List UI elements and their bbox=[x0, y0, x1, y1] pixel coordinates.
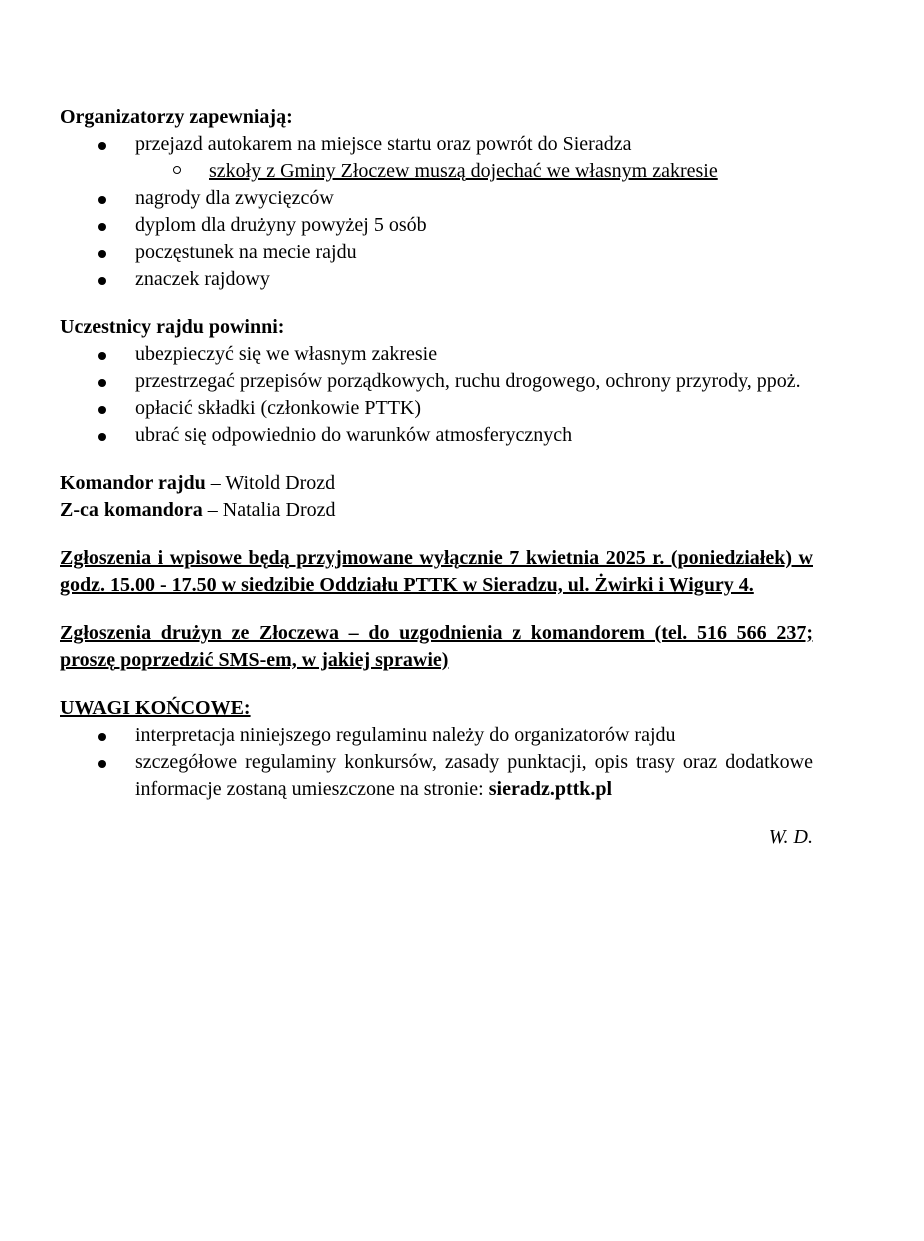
sub-list-item-text: szkoły z Gminy Złoczew muszą dojechać we własnym zakresie bbox=[209, 160, 718, 182]
spacer bbox=[60, 524, 813, 545]
commander-name: – Witold Drozd bbox=[205, 472, 336, 494]
list-item-text: szczegółowe regulaminy konkursów, zasady punktacji, opis trasy oraz dodatkowe informacje zostaną umieszczone na stronie: bbox=[135, 751, 813, 800]
bullet-icon bbox=[98, 379, 106, 387]
participants-heading: Uczestnicy rajdu powinni: bbox=[60, 316, 285, 338]
bullet-icon bbox=[98, 223, 106, 231]
list-item-text: przestrzegać przepisów porządkowych, ruchu drogowego, ochrony przyrody, ppoż. bbox=[135, 370, 801, 392]
final-remarks-list bbox=[60, 722, 813, 803]
bullet-icon bbox=[98, 406, 106, 414]
website-link[interactable]: sieradz.pttk.pl bbox=[488, 778, 613, 800]
list-item bbox=[60, 212, 813, 239]
list-item bbox=[60, 131, 813, 158]
organizers-heading: Organizatorzy zapewniają: bbox=[60, 106, 293, 128]
list-item-text: poczęstunek na mecie rajdu bbox=[135, 241, 357, 263]
final-remarks-heading: UWAGI KOŃCOWE: bbox=[60, 697, 251, 719]
bullet-icon bbox=[98, 196, 106, 204]
list-item-text: znaczek rajdowy bbox=[135, 268, 270, 290]
document-content bbox=[60, 104, 813, 851]
deputy-line bbox=[60, 497, 813, 524]
team-registration-notice: Zgłoszenia drużyn ze Złoczewa – do uzgodnienia z komandorem (tel. 516 566 237; proszę poprzedzić SMS-em, w jakiej sprawie) bbox=[60, 622, 813, 671]
bullet-icon bbox=[98, 352, 106, 360]
bullet-icon bbox=[98, 433, 106, 441]
list-item-text: interpretacja niniejszego regulaminu należy do organizatorów rajdu bbox=[135, 724, 676, 746]
list-item-text: przejazd autokarem na miejsce startu oraz powrót do Sieradza bbox=[135, 133, 632, 155]
registration-notice: Zgłoszenia i wpisowe będą przyjmowane wyłącznie 7 kwietnia 2025 r. (poniedziałek) w godz. 15.00 - 17.50 w siedzibie Oddziału PTTK w Sieradzu, ul. Żwirki i Wigury 4. bbox=[60, 547, 813, 596]
spacer bbox=[60, 293, 813, 314]
list-item-text: ubrać się odpowiednio do warunków atmosferycznych bbox=[135, 424, 573, 446]
spacer bbox=[60, 674, 813, 695]
list-item bbox=[60, 395, 813, 422]
organizers-list bbox=[60, 131, 813, 293]
signature: W. D. bbox=[768, 826, 813, 848]
bullet-icon bbox=[98, 733, 106, 741]
list-item bbox=[60, 722, 813, 749]
list-item-text: nagrody dla zwycięzców bbox=[135, 187, 334, 209]
bullet-icon bbox=[98, 142, 106, 150]
bullet-icon bbox=[98, 250, 106, 258]
deputy-label: Z-ca komandora bbox=[60, 499, 203, 521]
commander-label: Komandor rajdu bbox=[60, 472, 206, 494]
deputy-name: – Natalia Drozd bbox=[202, 499, 336, 521]
list-item-text: ubezpieczyć się we własnym zakresie bbox=[135, 343, 438, 365]
list-item bbox=[60, 185, 813, 212]
participants-list bbox=[60, 341, 813, 449]
commander-line bbox=[60, 470, 813, 497]
sub-list bbox=[60, 158, 813, 185]
bullet-icon bbox=[98, 277, 106, 285]
list-item bbox=[60, 341, 813, 368]
list-item bbox=[60, 422, 813, 449]
spacer bbox=[60, 599, 813, 620]
list-item bbox=[60, 266, 813, 293]
list-item bbox=[60, 368, 813, 395]
list-item bbox=[60, 158, 813, 185]
bullet-icon bbox=[98, 760, 106, 768]
spacer bbox=[60, 803, 813, 824]
list-item-text: opłacić składki (członkowie PTTK) bbox=[135, 397, 422, 419]
spacer bbox=[60, 449, 813, 470]
list-item-text: dyplom dla drużyny powyżej 5 osób bbox=[135, 214, 427, 236]
sub-list-item bbox=[60, 158, 813, 185]
circle-bullet-icon bbox=[173, 166, 181, 174]
list-item bbox=[60, 239, 813, 266]
list-item bbox=[60, 749, 813, 803]
